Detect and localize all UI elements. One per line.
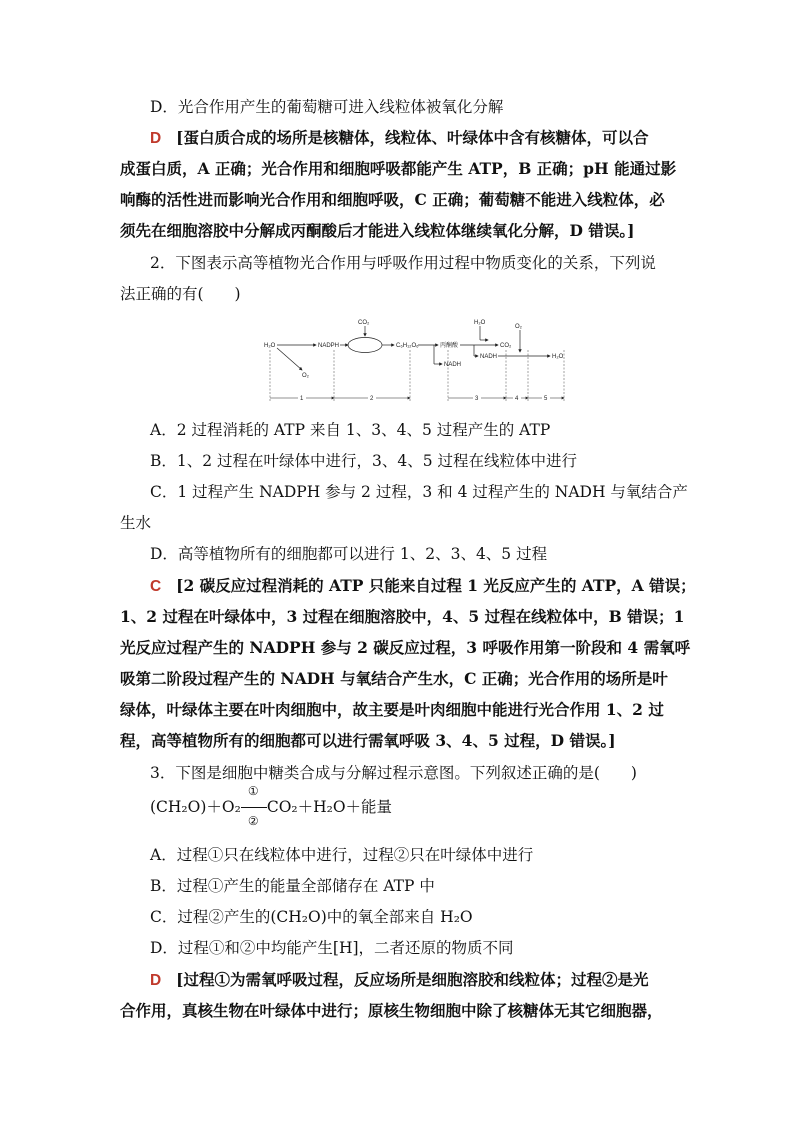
stage-1-label: 1 [300,396,304,402]
q1-option-d: D．光合作用产生的葡萄糖可进入线粒体被氧化分解 [150,98,504,116]
q2-option-a: A．2 过程消耗的 ATP 来自 1、3、4、5 过程产生的 ATP [150,421,551,439]
q3-option-b: B．过程①产生的能量全部储存在 ATP 中 [150,877,435,895]
q2-explanation-line-5: 绿体，叶绿体主要在叶肉细胞中，故主要是叶肉细胞中能进行光合作用 1、2 过 [120,700,664,719]
q2-stem-line-2: 法正确的有( ) [120,285,241,303]
label-o2-low: O₂ [302,373,309,379]
q2-explanation-text: [2 碳反应过程消耗的 ATP 只能来自过程 1 光反应产生的 ATP，A 错误； [176,576,696,595]
q2-explanation-line-2: 1、2 过程在叶绿体中，3 过程在细胞溶胶中，4、5 过程在线粒体中，B 错误；1 [120,607,685,626]
label-co2-mid: CO₂ [500,343,512,349]
q1-explanation-line-4: 须先在细胞溶胶中分解成丙酮酸后才能进入线粒体继续氧化分解，D 错误。] [120,221,635,240]
stage-2-label: 2 [370,396,374,402]
q3-stem: 3．下图是细胞中糖类合成与分解过程示意图。下列叙述正确的是( ) [150,764,637,782]
stage-4-label: 4 [515,396,519,402]
calvin-cycle-ellipse [348,338,382,353]
label-nadh-low: NADH [444,362,462,368]
q3-explanation-line-1 [150,970,648,991]
q1-explanation-line-3: 响酶的活性进而影响光合作用和细胞呼吸，C 正确；葡萄糖不能进入线粒体，必 [120,190,665,209]
q2-option-c: C．1 过程产生 NADPH 参与 2 过程，3 和 4 过程产生的 NADH 与氧结合产 [150,483,688,501]
process-1-marker: ① [247,784,259,798]
q2-option-c-cont: 生水 [120,514,152,532]
q2-option-b: B．1、2 过程在叶绿体中进行，3、4、5 过程在线粒体中进行 [150,452,578,470]
q1-explanation-line-2: 成蛋白质，A 正确；光合作用和细胞呼吸都能产生 ATP，B 正确；pH 能通过影 [120,159,677,178]
q2-explanation-line-4: 吸第二阶段过程产生的 NADH 与氧结合产生水，C 正确；光合作用的场所是叶 [120,669,668,688]
q3-formula [150,784,393,828]
label-pyruvate: 丙酮酸 [440,343,459,349]
q3-option-a: A．过程①只在线粒体中进行，过程②只在叶绿体中进行 [150,846,534,864]
q3-answer-letter: D [150,972,162,989]
q2-answer-letter: C [150,578,162,595]
q2-stem-line-1: 2．下图表示高等植物光合作用与呼吸作用过程中物质变化的关系，下列说 [150,254,656,272]
q3-option-d: D．过程①和②中均能产生[H]，二者还原的物质不同 [150,939,514,957]
stage-3-label: 3 [475,396,479,402]
q3-explanation-text: [过程①为需氧呼吸过程，反应场所是细胞溶胶和线粒体；过程②是光 [176,970,649,989]
q2-option-d: D．高等植物所有的细胞都可以进行 1、2、3、4、5 过程 [150,545,548,563]
label-nadph: NADPH [318,343,340,349]
metabolism-diagram [262,318,587,408]
formula-right: CO₂＋H₂O＋能量 [266,798,393,816]
label-h2o-right: H₂O [552,354,564,360]
label-h2o-left: H₂O [264,343,276,349]
q3-option-c: C．过程②产生的(CH₂O)中的氧全部来自 H₂O [150,908,473,926]
q2-explanation-line-6: 程，高等植物所有的细胞都可以进行需氧呼吸 3、4、5 过程，D 错误。] [120,731,616,750]
label-nadh-mid: NADH [480,354,498,360]
q3-explanation-line-2: 合作用，真核生物在叶绿体中进行；原核生物细胞中除了核糖体无其它细胞器， [120,1001,663,1020]
q1-answer-letter: D [150,130,162,147]
stage-5-label: 5 [544,396,548,402]
q1-explanation-line-1 [150,128,648,149]
label-glucose: C₆H₁₂O₆ [396,343,419,349]
q2-explanation-line-1 [150,576,696,597]
reversible-arrow [241,784,267,828]
label-co2-top: CO₂ [358,320,370,326]
process-2-marker: ② [247,814,259,828]
q2-explanation-line-3: 光反应过程产生的 NADPH 参与 2 碳反应过程，3 呼吸作用第一阶段和 4 需氧呼 [120,638,691,657]
formula-left: (CH₂O)＋O₂ [150,798,241,816]
q1-explanation-text: [蛋白质合成的场所是核糖体，线粒体、叶绿体中含有核糖体，可以合 [176,128,649,147]
label-o2-right: O₂ [515,324,522,330]
label-h2o-top: H₂O [474,320,486,326]
